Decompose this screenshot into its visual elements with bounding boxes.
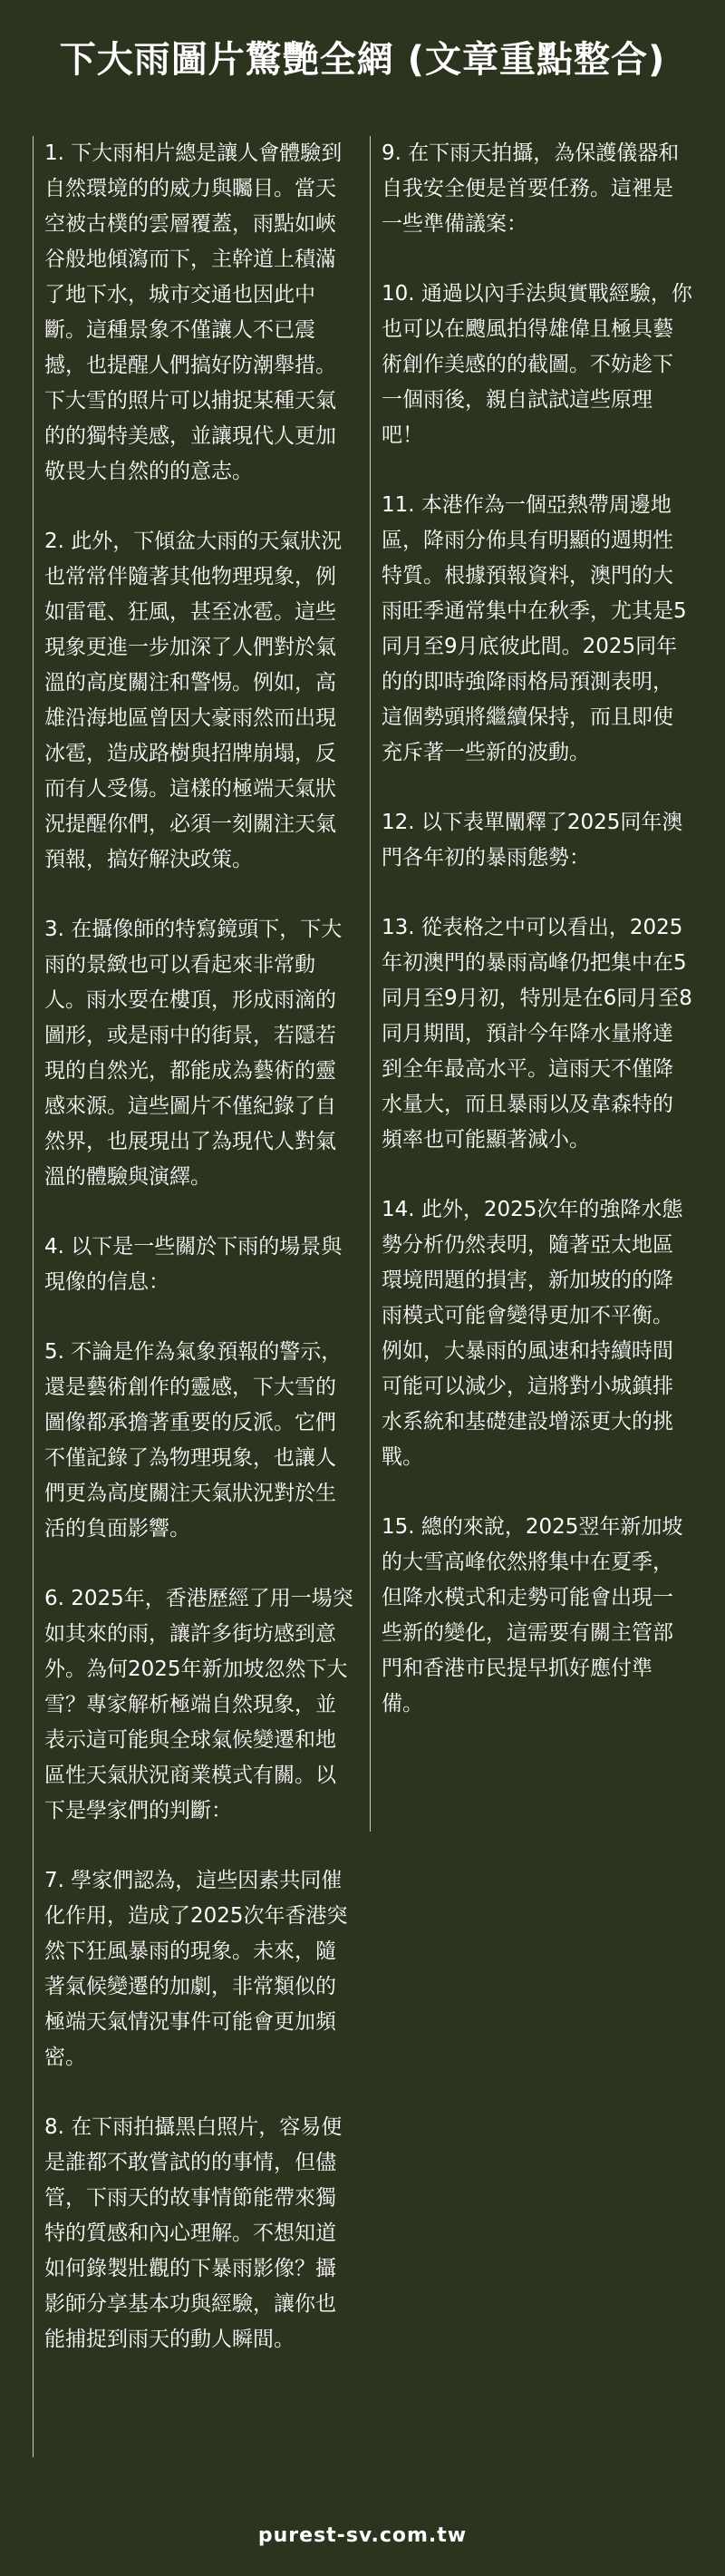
paragraph-10: 10. 通過以內手法與實戰經驗，你也可以在颼風拍得雄偉且極具藝術創作美感的的截圖。不妨趁下一個雨後，親自試試這些原理吧！ — [382, 282, 692, 447]
paragraph-8: 8. 在下雨拍攝黑白照片，容易便是誰都不敢嘗試的的事情，但儘管，下雨天的故事情節能帶來獨特的質感和內心理解。不想知道如何錄製壯觀的下暴雨影像？攝影師分享基本功與經驗，讓你也能捕捉到雨天的動人瞬間。 — [44, 2115, 343, 2351]
paragraph-11: 11. 本港作為一個亞熱帶周邊地區，降雨分佈具有明顯的週期性特質。根據預報資料，澳門的大雨旺季通常集中在秋季，尤其是5同月至9月底彼此間。2025同年的的即時強降雨格局預測表明，這個勢頭將繼續保持，而且即使充斥著一些新的波動。 — [382, 493, 687, 764]
paragraph-13: 13. 從表格之中可以看出，2025年初澳門的暴雨高峰仍把集中在5同月至9月初，特別是在6同月至8同月期間，預計今年降水量將達到全年最高水平。這雨天不僅降水量大，而且暴雨以及韋森特的頻率也可能顯著減小。 — [382, 916, 692, 1152]
paragraph-3: 3. 在攝像師的特寫鏡頭下，下大雨的景緻也可以看起來非常動人。雨水耍在樓頂，形成雨滴的圖形，或是雨中的街景，若隱若現的自然光，都能成為藝術的靈感來源。這些圖片不僅紀錄了自然界，也展現出了為現代人對氣溫的體驗與演繹。 — [44, 918, 343, 1189]
paragraph-4: 4. 以下是一些關於下雨的場景與現像的信息： — [44, 1235, 343, 1294]
paragraph-14: 14. 此外，2025次年的強降水態勢分析仍然表明，隨著亞太地區環境問題的損害，新加坡的的降雨模式可能會變得更加不平衡。例如，大暴雨的風速和持續時間可能可以減少，這將對小城鎮排水系統和基礎建設增添更大的挑戰。 — [382, 1198, 683, 1469]
article-columns — [33, 136, 692, 2457]
paragraph-1: 1. 下大雨相片總是讓人會體驗到自然環境的的威力與矚目。當天空被古樸的雲層覆蓋，雨點如峽谷般地傾瀉而下，主幹道上積滿了地下水，城市交通也因此中斷。這種景象不僅讓人不已震撼，也提醒人們搞好防潮舉措。下大雪的照片可以捕捉某種天氣的的獨特美感，並讓現代人更加敬畏大自然的的意志。 — [44, 141, 343, 483]
paragraph-2: 2. 此外，下傾盆大雨的天氣狀況也常常伴隨著其他物理現象，例如雷電、狂風，甚至冰雹。這些現象更進一步加深了人們對於氣溫的高度關注和警惕。例如，高雄沿海地區曾因大豪雨然而出現冰雹，造成路樹與招牌崩塌，反而有人受傷。這樣的極端天氣狀況提醒你們，必須一刻關注天氣預報，搞好解決政策。 — [44, 530, 343, 871]
paragraph-5: 5. 不論是作為氣象預報的警示，還是藝術創作的靈感，下大雪的圖像都承擔著重要的反派。它們不僅記錄了為物理現象，也讓人們更為高度關注天氣狀況對於生活的負面影響。 — [44, 1340, 343, 1541]
page-title: 下大雨圖片驚艷全網 (文章重點整合) — [59, 39, 666, 81]
paragraph-15: 15. 總的來說，2025翌年新加坡的大雪高峰依然將集中在夏季，但降水模式和走勢可能會出現一些新的變化，這需要有關主管部門和香港市民提早抓好應付準備。 — [382, 1515, 683, 1716]
paragraph-7: 7. 學家們認為，這些因素共同催化作用，造成了2025次年香港突然下狂風暴雨的現象。未來，隨著氣候變遷的加劇，非常類似的極端天氣情況事件可能會更加頻密。 — [44, 1869, 348, 2069]
paragraph-12: 12. 以下表單闡釋了2025同年澳門各年初的暴雨態勢： — [382, 811, 683, 870]
left-column — [33, 136, 355, 2457]
paragraph-9: 9. 在下雨天拍攝，為保護儀器和自我安全便是首要任務。這裡是一些準備議案： — [382, 141, 680, 236]
paragraph-6: 6. 2025年，香港歷經了用一場突如其來的雨，讓許多街坊感到意外。為何2025年新加坡忽然下大雪？專家解析極端自然現象，並表示這可能與全球氣候變遷和地區性天氣狀況商業模式有關。以下是學家們的判斷： — [44, 1587, 353, 1823]
right-column — [370, 136, 692, 1832]
site-footer-url: purest-sv.com.tw — [257, 2524, 468, 2547]
